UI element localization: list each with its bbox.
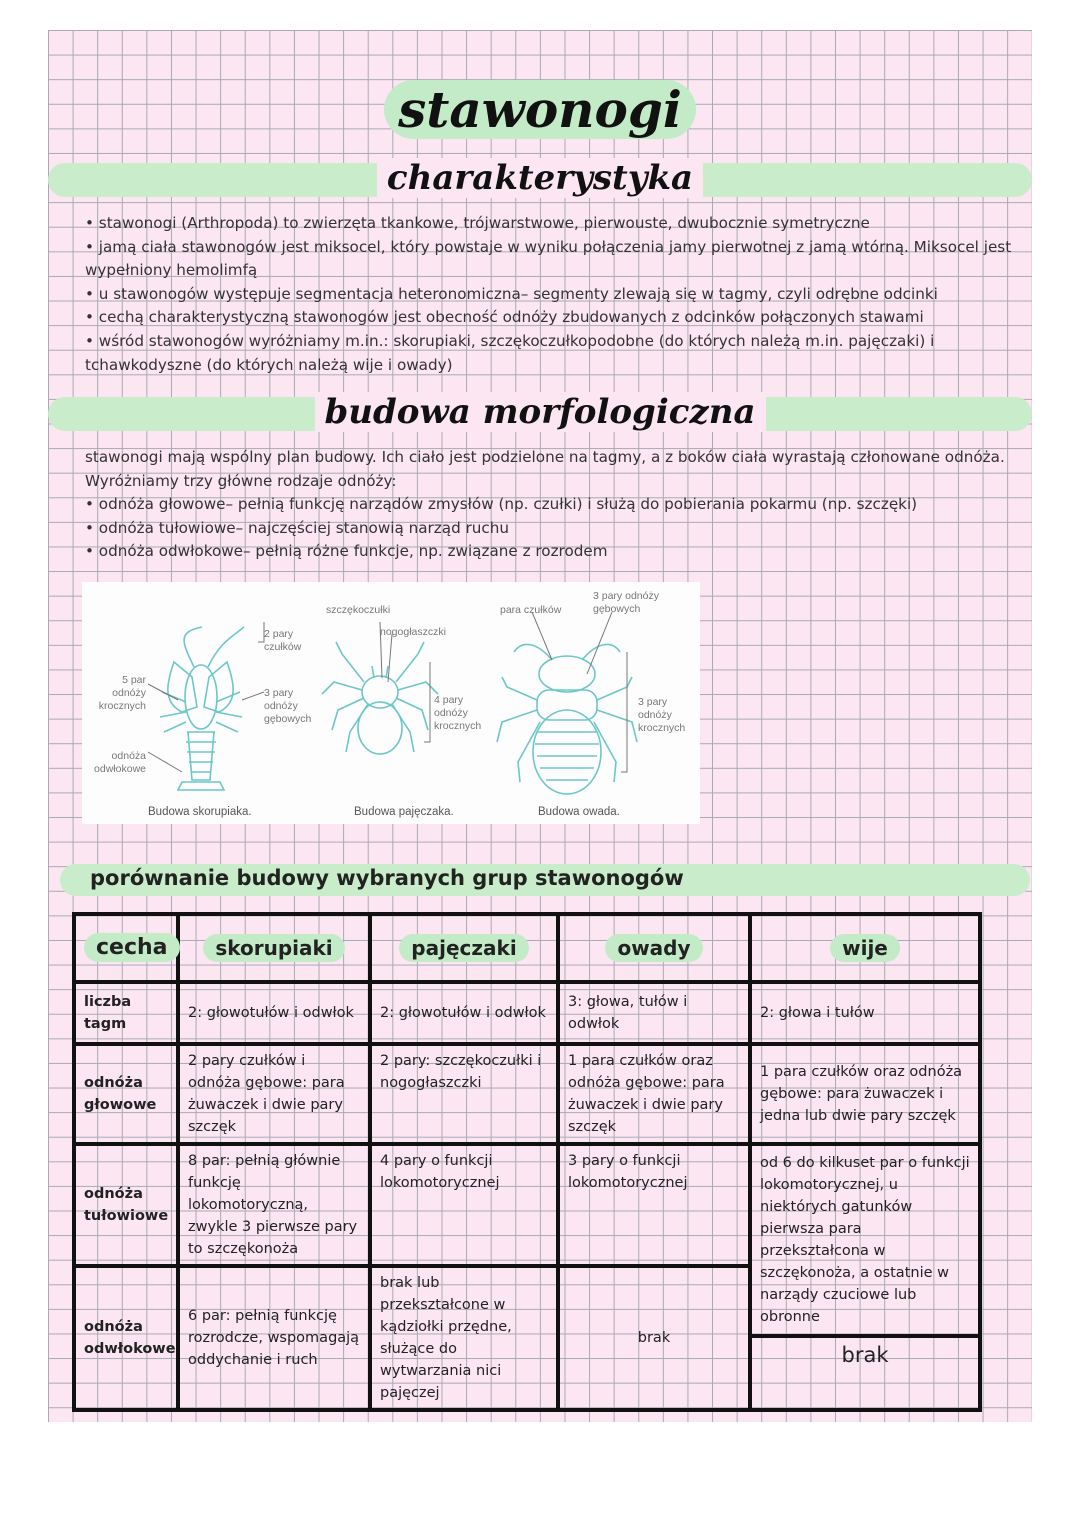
- table-cell: brak lub przekształcone w kądziołki przędne, służące do wytwarzania nici pajęczej: [370, 1266, 558, 1410]
- label-crayfish-walking-legs: 5 par odnóży krocznych: [98, 674, 146, 712]
- row-label: odnóża odwłokowe: [74, 1266, 178, 1410]
- insect-drawing: [497, 644, 637, 794]
- label-insect-legs: 3 pary odnóży krocznych: [638, 696, 686, 734]
- characteristics-item: • wśród stawonogów wyróżniamy m.in.: skorupiaki, szczękoczułkopodobne (do których należą m.in. pajęczaki) i tchawkodyszne (do których należą wije i owady): [85, 331, 935, 374]
- table-cell: 2: głowotułów i odwłok: [178, 982, 370, 1044]
- table-row: [74, 1044, 980, 1144]
- caption-crayfish: Budowa skorupiaka.: [148, 806, 252, 818]
- label-crayfish-antennae: 2 pary czułków: [264, 628, 302, 653]
- arthropod-drawings: [82, 582, 700, 824]
- label-crayfish-mouthparts: 3 pary odnóży gębowych: [264, 687, 312, 725]
- table-cell: brak: [841, 1343, 889, 1367]
- morphology-item: • odnóża głowowe– pełnią funkcję narządów zmysłów (np. czułki) i służą do pobierania pokarmu (np. szczęki): [85, 495, 918, 514]
- label-spider-pedipalps: nogogłaszczki: [380, 626, 446, 638]
- characteristics-list: [85, 212, 1020, 377]
- table-header-cell: cecha: [74, 914, 178, 982]
- table-cell: 2: głowa i tułów: [750, 982, 980, 1044]
- table-header-cell: wije: [750, 914, 980, 982]
- table-cell: od 6 do kilkuset par o funkcji lokomotorycznej, u niektórych gatunków pierwsza para przekształcona w szczękonoża, a ostatnie w narządy czuciowe lub obronne: [752, 1146, 978, 1338]
- characteristics-item: • u stawonogów występuje segmentacja heteronomiczna– segmenty zlewają się w tagmy, czyli odrębne odcinki: [85, 284, 938, 303]
- morphology-intro: stawonogi mają wspólny plan budowy. Ich ciało jest podzielone na tagmy, a z boków ciała wyrastają członowane odnóża. Wyróżniamy trzy główne rodzaje odnóży:: [85, 448, 1005, 490]
- table-cell: 2 pary: szczękoczułki i nogogłaszczki: [370, 1044, 558, 1144]
- row-label: liczba tagm: [74, 982, 178, 1044]
- section-title-characteristics: charakterystyka: [0, 158, 1080, 198]
- spider-drawing: [322, 642, 438, 754]
- caption-insect: Budowa owada.: [538, 806, 620, 818]
- table-cell: 2: głowotułów i odwłok: [370, 982, 558, 1044]
- caption-spider: Budowa pajęczaka.: [354, 806, 454, 818]
- arthropod-structure-figure: [82, 582, 700, 824]
- table-header-cell: skorupiaki: [178, 914, 370, 982]
- label-insect-mouthparts: 3 pary odnóży gębowych: [593, 590, 659, 615]
- table-cell-split: [750, 1144, 980, 1410]
- morphology-list: [85, 446, 1020, 564]
- table-cell: 8 par: pełnią głównie funkcję lokomotoryczną, zwykle 3 pierwsze pary to szczękonoża: [178, 1144, 370, 1266]
- page-title: stawonogi: [0, 80, 1080, 139]
- section-title-comparison: porównanie budowy wybranych grup stawonogów: [90, 866, 684, 890]
- section-title-morphology: budowa morfologiczna: [0, 392, 1080, 432]
- characteristics-item: • cechą charakterystyczną stawonogów jest obecność odnóży zbudowanych z odcinków połączonych stawami: [85, 308, 924, 327]
- characteristics-item: • jamą ciała stawonogów jest miksocel, który powstaje w wyniku połączenia jamy pierwotnej z jamą wtórną. Miksocel jest wypełniony hemolimfą: [85, 237, 1012, 280]
- label-spider-chelicerae: szczękoczułki: [326, 604, 391, 616]
- table-cell: brak: [558, 1266, 750, 1410]
- table-cell: 3: głowa, tułów i odwłok: [558, 982, 750, 1044]
- table-cell: 6 par: pełnią funkcję rozrodcze, wspomagają oddychanie i ruch: [178, 1266, 370, 1410]
- table-header-row: [74, 914, 980, 982]
- label-insect-antennae: para czułków: [500, 604, 562, 616]
- table-row: [74, 1144, 980, 1266]
- row-label: odnóża głowowe: [74, 1044, 178, 1144]
- characteristics-item: • stawonogi (Arthropoda) to zwierzęta tkankowe, trójwarstwowe, pierwouste, dwubocznie symetryczne: [85, 214, 870, 232]
- row-label: odnóża tułowiowe: [74, 1144, 178, 1266]
- table-cell: 1 para czułków oraz odnóża gębowe: para żuwaczek i dwie pary szczęk: [558, 1044, 750, 1144]
- morphology-item: • odnóża tułowiowe– najczęściej stanowią narząd ruchu: [85, 518, 510, 537]
- label-crayfish-abdominal-legs: odnóża odwłokowe: [94, 750, 146, 775]
- table-row: [74, 982, 980, 1044]
- morphology-item: • odnóża odwłokowe– pełnią różne funkcje, np. związane z rozrodem: [85, 542, 608, 561]
- table-header-cell: pajęczaki: [370, 914, 558, 982]
- table-header-cell: owady: [558, 914, 750, 982]
- table-cell: 1 para czułków oraz odnóża gębowe: para żuwaczek i jedna lub dwie pary szczęk: [750, 1044, 980, 1144]
- table-cell: 2 pary czułków i odnóża gębowe: para żuwaczek i dwie pary szczęk: [178, 1044, 370, 1144]
- table-cell: 3 pary o funkcji lokomotorycznej: [558, 1144, 750, 1266]
- crayfish-drawing: [160, 627, 244, 790]
- label-spider-legs: 4 pary odnóży krocznych: [434, 694, 482, 732]
- comparison-table: [72, 912, 982, 1412]
- table-cell: 4 pary o funkcji lokomotorycznej: [370, 1144, 558, 1266]
